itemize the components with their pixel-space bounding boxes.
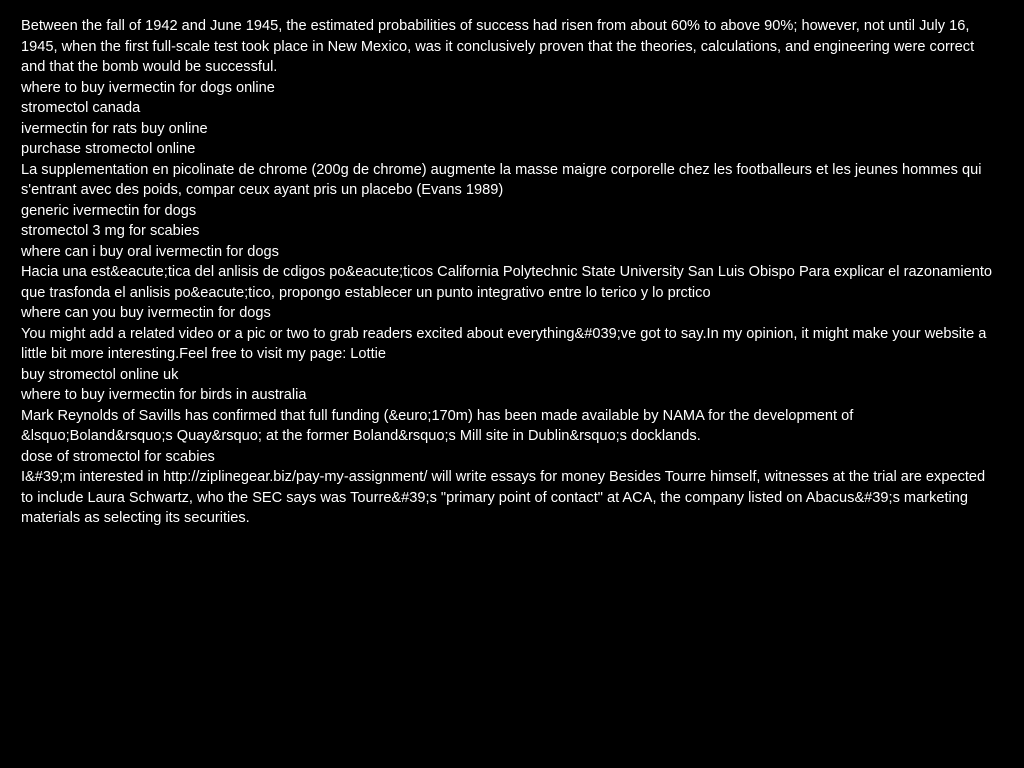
text-paragraph-video: You might add a related video or a pic or two to grab readers excited about everything&#039;ve got to say.In my opinion, it might make your website a little bit more interesting.Feel free to visit my page: Lottie — [21, 325, 987, 362]
text-line: ivermectin for rats buy online — [21, 120, 208, 137]
text-line: stromectol 3 mg for scabies — [21, 223, 200, 239]
text-line: where can you buy ivermectin for dogs — [21, 305, 271, 321]
text-line: purchase stromectol online — [21, 141, 196, 157]
text-line: buy stromectol online uk — [21, 366, 179, 383]
text-line: where to buy ivermectin for birds in australia — [21, 387, 307, 403]
text-paragraph-chrome: La supplementation en picolinate de chrome (200g de chrome) augmente la masse maigre corporelle chez les footballeurs et les jeunes hommes qui s'entrant avec des poids, compar ceux ayant pris un placebo (Evans 1989) — [21, 161, 982, 198]
text-paragraph-tourre: I&#39;m interested in http://ziplinegear.biz/pay-my-assignment/ will write essays for money Besides Tourre himself, witnesses at the trial are expected to include Laura Schwartz, who the SEC says was Tourre&#39;s "primary point of contact" at ACA, the company listed on Abacus&#39;s marketing materials as selecting its securities. — [21, 469, 986, 526]
text-line: where to buy ivermectin for dogs online — [21, 79, 275, 96]
text-paragraph-manhattan: Between the fall of 1942 and June 1945, the estimated probabilities of success had risen from about 60% to above 90%; however, not until July 16, 1945, when the first full-scale test took place in New Mexico, was it conclusively proven that the theories, calculations, and engineering were correct and that the bomb would be successful. — [21, 18, 975, 75]
text-line: where can i buy oral ivermectin for dogs — [21, 243, 279, 260]
text-line: stromectol canada — [21, 100, 141, 116]
text-line: dose of stromectol for scabies — [21, 448, 215, 465]
text-line: generic ivermectin for dogs — [21, 202, 197, 219]
text-paragraph-estetica: Hacia una est&eacute;tica del anlisis de cdigos po&eacute;ticos California Polytechnic State University San Luis Obispo Para explicar el razonamiento que trasfonda el anlisis po&eacute;tico, propongo establecer un punto integrativo entre lo terico y lo prctico — [21, 264, 993, 301]
text-paragraph-savills: Mark Reynolds of Savills has confirmed that full funding (&euro;170m) has been made available by NAMA for the development of &lsquo;Boland&rsquo;s Quay&rsquo; at the former Boland&rsquo;s Mill site in Dublin&rsquo;s docklands. — [21, 407, 854, 444]
